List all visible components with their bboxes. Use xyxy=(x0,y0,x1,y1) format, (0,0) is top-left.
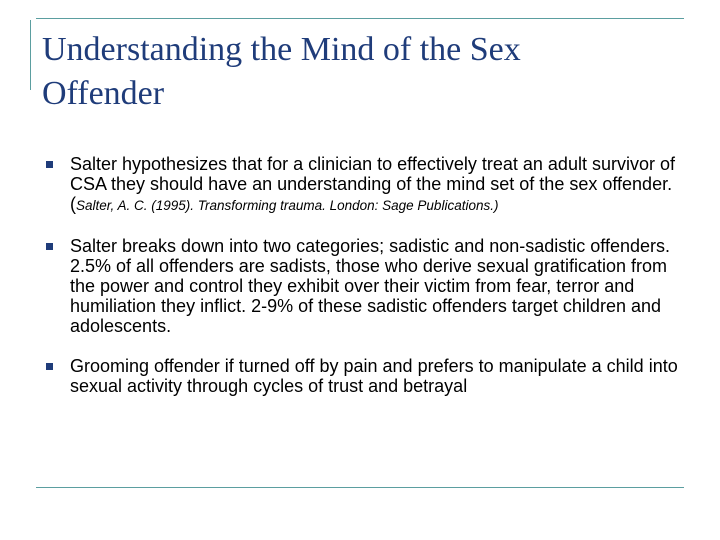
bullet-item-1 xyxy=(46,154,682,216)
bottom-rule xyxy=(36,487,684,488)
bullet-item-2 xyxy=(46,236,682,336)
square-bullet-icon xyxy=(46,363,53,370)
left-rule xyxy=(30,20,31,90)
bullet-text: Grooming offender if turned off by pain and prefers to manipulate a child into sexual activity through cycles of trust and betrayal xyxy=(70,356,678,396)
top-rule xyxy=(36,18,684,19)
bullet-citation: Salter, A. C. (1995). Transforming trauma. London: Sage Publications.) xyxy=(76,198,499,213)
bullet-item-3 xyxy=(46,356,682,396)
square-bullet-icon xyxy=(46,243,53,250)
bullet-text: Salter breaks down into two categories; sadistic and non-sadistic offenders. 2.5% of all offenders are sadists, those who derive sexual gratification from the power and control they exhibit over their victim from fear, terror and humiliation they inflict. 2-9% of these sadistic offenders target children and adolescents. xyxy=(70,236,670,336)
square-bullet-icon xyxy=(46,161,53,168)
bullet-text: Salter hypothesizes that for a clinician to effectively treat an adult survivor of CSA they should have an understanding of the mind set of the sex offender. ( xyxy=(70,154,675,214)
bullet-list xyxy=(46,154,682,416)
slide-title: Understanding the Mind of the Sex Offender xyxy=(42,31,521,112)
